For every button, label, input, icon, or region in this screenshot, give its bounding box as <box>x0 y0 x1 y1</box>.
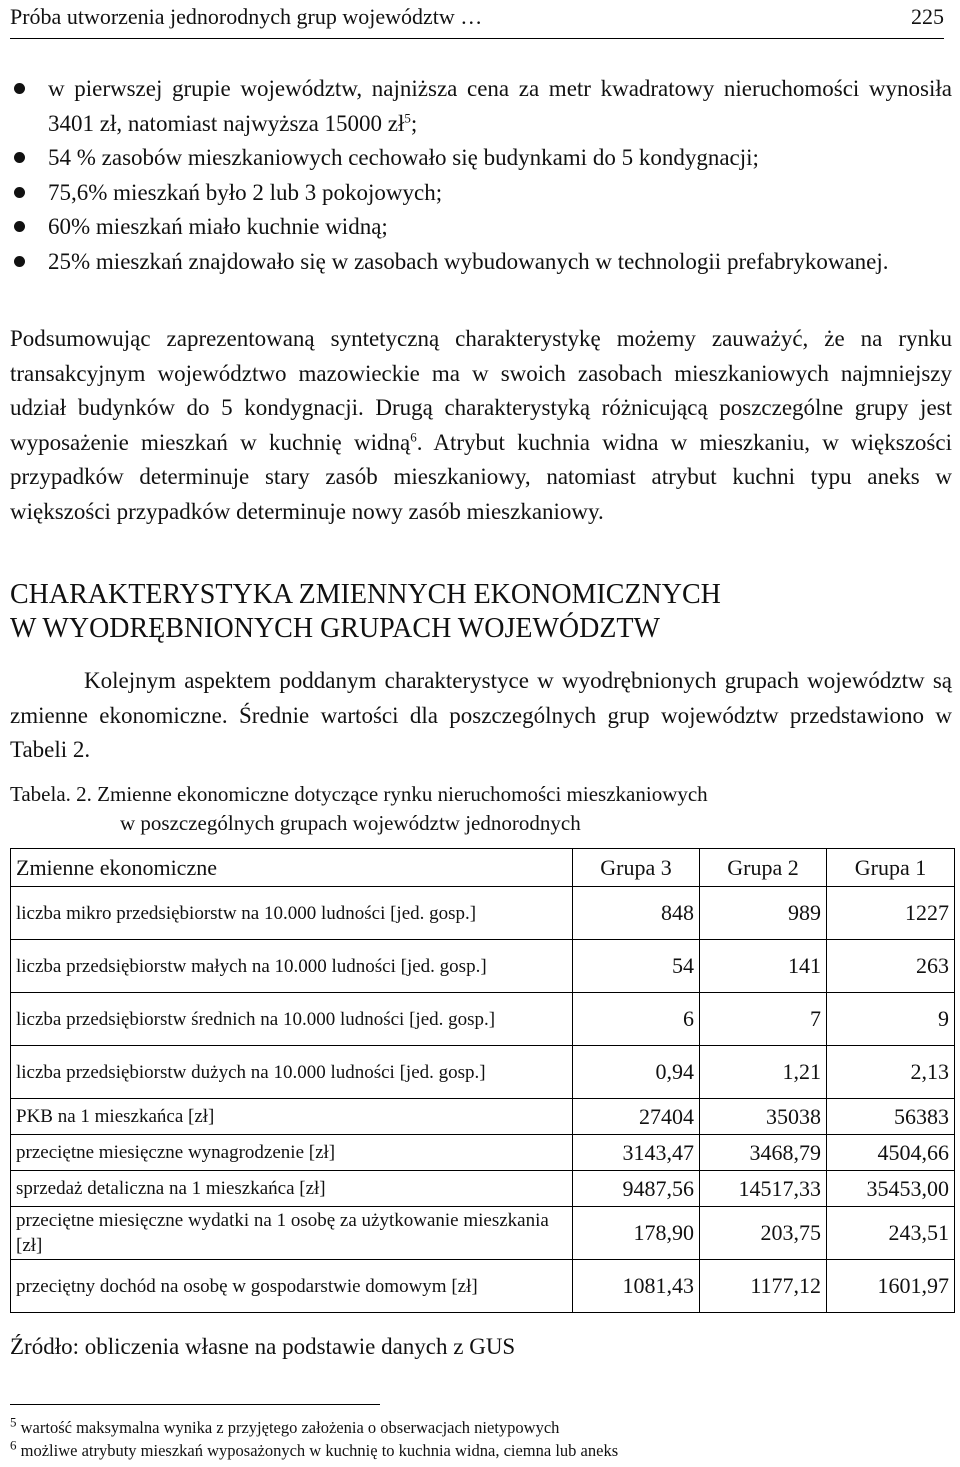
table-cell: 4504,66 <box>827 1135 955 1171</box>
table-header-row <box>11 849 955 887</box>
list-item-text: 25% mieszkań znajdowało się w zasobach wybudowanych w technologii prefabrykowanej. <box>48 248 889 274</box>
table-cell: 1081,43 <box>573 1260 700 1313</box>
list-item <box>10 72 952 141</box>
table-cell: 2,13 <box>827 1046 955 1099</box>
table-cell: 203,75 <box>700 1207 827 1260</box>
row-label: liczba przedsiębiorstw średnich na 10.000 ludności [jed. gosp.] <box>11 993 573 1046</box>
bullet-icon <box>14 187 25 198</box>
row-label: liczba przedsiębiorstw małych na 10.000 ludności [jed. gosp.] <box>11 940 573 993</box>
list-item <box>10 176 952 211</box>
bullet-list <box>10 72 952 279</box>
table-cell: 7 <box>700 993 827 1046</box>
row-label: liczba przedsiębiorstw dużych na 10.000 ludności [jed. gosp.] <box>11 1046 573 1099</box>
list-item <box>10 141 952 176</box>
paragraph-text: Podsumowując zaprezentowaną syntetyczną charakterystykę możemy zauważyć, że na rynku transakcyjnym województwo mazowieckie ma w swoich zasobach mieszkaniowych najmniejszy udział budynków do 5 kondygnacji. Drugą charakterystyką różnicującą poszczególne grupy jest wyposażenie mieszkań w kuchnię widną <box>10 326 952 455</box>
footnote-ref: 6 <box>410 428 417 444</box>
list-item <box>10 210 952 245</box>
table-cell: 178,90 <box>573 1207 700 1260</box>
footnote-number: 5 <box>10 1414 17 1430</box>
bullet-icon <box>14 83 25 94</box>
bullet-icon <box>14 256 25 267</box>
table-cell: 263 <box>827 940 955 993</box>
footnote-divider <box>10 1404 380 1405</box>
table-row <box>11 887 955 940</box>
heading-line: W WYODRĘBNIONYCH GRUPACH WOJEWÓDZTW <box>10 613 660 644</box>
list-item <box>10 245 952 280</box>
row-label: przeciętny dochód na osobę w gospodarstwie domowym [zł] <box>11 1260 573 1313</box>
row-label: PKB na 1 mieszkańca [zł] <box>11 1099 573 1135</box>
table-cell: 848 <box>573 887 700 940</box>
row-label: sprzedaż detaliczna na 1 mieszkańca [zł] <box>11 1171 573 1207</box>
table-row <box>11 1099 955 1135</box>
footnote-text: możliwe atrybuty mieszkań wyposażonych w kuchnię to kuchnia widna, ciemna lub aneks <box>16 1441 619 1460</box>
paragraph-text: . Atrybut kuchnia widna w mieszkaniu, w większości przypadków determinuje stary zasób mieszkaniowy, natomiast atrybut kuchni typu aneks w większości przypadków determinuje nowy zasób mieszkaniowy. <box>10 429 952 524</box>
table-cell: 27404 <box>573 1099 700 1135</box>
table-cell: 35453,00 <box>827 1171 955 1207</box>
row-label: liczba mikro przedsiębiorstw na 10.000 ludności [jed. gosp.] <box>11 887 573 940</box>
table-cell: 1227 <box>827 887 955 940</box>
table-cell: 35038 <box>700 1099 827 1135</box>
table-cell: 141 <box>700 940 827 993</box>
table-cell: 56383 <box>827 1099 955 1135</box>
table-cell: 243,51 <box>827 1207 955 1260</box>
page-header <box>10 0 944 39</box>
column-header: Grupa 2 <box>700 849 827 887</box>
table-cell: 6 <box>573 993 700 1046</box>
table-row <box>11 1207 955 1260</box>
caption-line: Tabela. 2. Zmienne ekonomiczne dotyczące rynku nieruchomości mieszkaniowych <box>10 782 708 806</box>
table-row <box>11 940 955 993</box>
column-header: Zmienne ekonomiczne <box>11 849 573 887</box>
column-header: Grupa 3 <box>573 849 700 887</box>
caption-line: w poszczególnych grupach województw jednorodnych <box>120 811 581 835</box>
summary-paragraph <box>10 322 952 529</box>
table-cell: 1,21 <box>700 1046 827 1099</box>
row-label: przeciętne miesięczne wydatki na 1 osobę za użytkowanie mieszkania [zł] <box>11 1207 573 1260</box>
section-heading <box>10 578 721 646</box>
row-label: przeciętne miesięczne wynagrodzenie [zł] <box>11 1135 573 1171</box>
intro-paragraph: Kolejnym aspektem poddanym charakterystyce w wyodrębnionych grupach województw są zmienne ekonomiczne. Średnie wartości dla poszczególnych grup województw przedstawiono w Tabeli 2. <box>10 668 952 762</box>
table-cell: 54 <box>573 940 700 993</box>
table-row <box>11 993 955 1046</box>
heading-line: CHARAKTERYSTYKA ZMIENNYCH EKONOMICZNYCH <box>10 579 721 610</box>
footnote <box>10 1437 619 1461</box>
table-row <box>11 1260 955 1313</box>
table-row <box>11 1046 955 1099</box>
list-item-text: 75,6% mieszkań było 2 lub 3 pokojowych; <box>48 179 443 205</box>
table-row <box>11 1135 955 1171</box>
column-header: Grupa 1 <box>827 849 955 887</box>
source-note: Źródło: obliczenia własne na podstawie danych z GUS <box>10 1334 516 1359</box>
running-title: Próba utworzenia jednorodnych grup województw … <box>10 4 483 29</box>
footnote-number: 6 <box>10 1437 17 1453</box>
bullet-icon <box>14 221 25 232</box>
table-row <box>11 1171 955 1207</box>
table-cell: 1601,97 <box>827 1260 955 1313</box>
page-number: 225 <box>911 4 944 29</box>
bullet-icon <box>14 152 25 163</box>
table-caption <box>10 780 708 838</box>
table-cell: 989 <box>700 887 827 940</box>
list-item-text: w pierwszej grupie województw, najniższa cena za metr kwadratowy nieruchomości wynosiła 3401 zł, natomiast najwyższa 15000 zł <box>48 76 952 136</box>
list-item-text: 60% mieszkań miało kuchnie widną; <box>48 214 388 239</box>
footnote-text: wartość maksymalna wynika z przyjętego założenia o obserwacjach nietypowych <box>16 1418 560 1437</box>
table-cell: 3143,47 <box>573 1135 700 1171</box>
list-item-text: ; <box>410 110 418 136</box>
table-cell: 9487,56 <box>573 1171 700 1207</box>
table-cell: 9 <box>827 993 955 1046</box>
table-cell: 14517,33 <box>700 1171 827 1207</box>
economic-variables-table <box>10 848 955 1313</box>
table-cell: 0,94 <box>573 1046 700 1099</box>
table-cell: 1177,12 <box>700 1260 827 1313</box>
footnote <box>10 1414 560 1438</box>
table-cell: 3468,79 <box>700 1135 827 1171</box>
footnote-ref: 5 <box>404 109 411 125</box>
list-item-text: 54 % zasobów mieszkaniowych cechowało się budynkami do 5 kondygnacji; <box>48 145 759 170</box>
